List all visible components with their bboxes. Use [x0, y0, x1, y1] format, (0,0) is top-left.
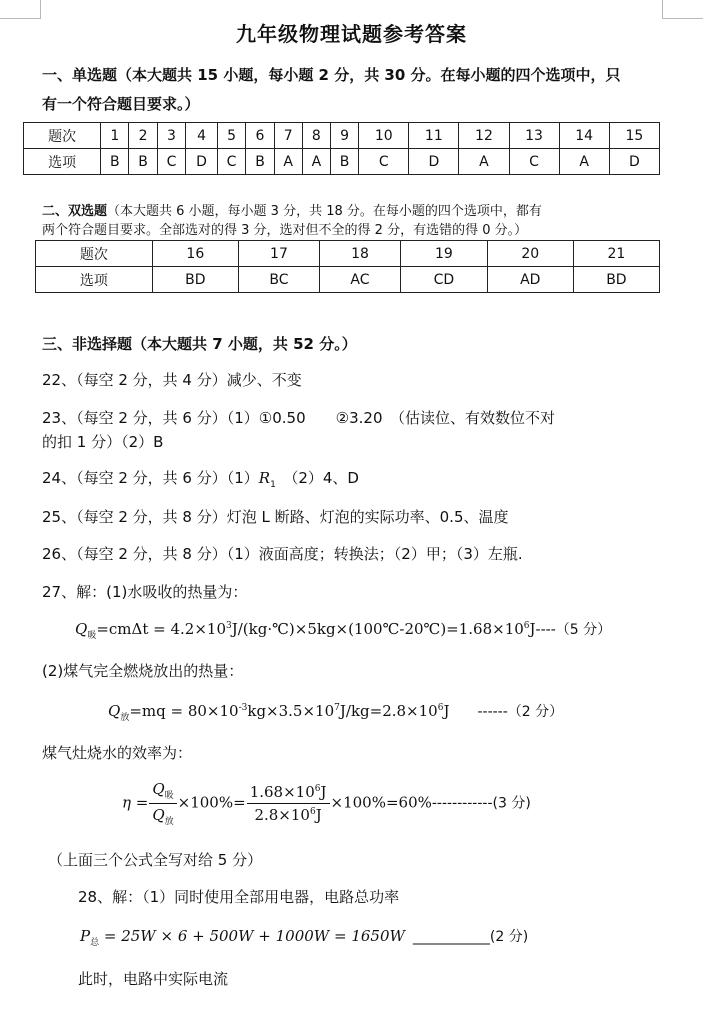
table-row-numbers — [36, 241, 660, 267]
answer-cell: A — [459, 149, 509, 175]
f3-fraction-symbolic — [149, 780, 176, 827]
question-number-cell: 9 — [330, 123, 358, 149]
q28-body: = 25W × 6 + 500W + 1000W = 1650W — [99, 927, 405, 945]
answer-cell: BC — [238, 267, 319, 293]
answer-q22: 22、（每空 2 分，共 4 分）减少、不变 — [42, 371, 302, 389]
section2-heading-rest: （本大题共 6 小题，每小题 3 分，共 18 分。在每小题的四个选项中，都有 — [107, 204, 542, 219]
f1-q: Q — [75, 620, 88, 638]
answer-cell: A — [274, 149, 302, 175]
f3-den2-unit: J — [315, 806, 322, 824]
answer-label-cell: 选项 — [36, 267, 153, 293]
q28-score: ___________(2 分) — [412, 929, 529, 945]
f3-eta: η = — [122, 793, 149, 812]
f2-exp2: 7 — [334, 703, 340, 713]
question-number-cell: 19 — [400, 241, 487, 267]
q28-formula-total-power — [80, 926, 528, 948]
table-row-answers — [36, 267, 660, 293]
f2-sub: 放 — [120, 713, 130, 723]
answer-cell: BD — [152, 267, 238, 293]
f3-den: Q — [152, 806, 165, 824]
f3-end: ×100%=60% — [330, 793, 432, 812]
answer-cell: BD — [573, 267, 659, 293]
q24-variable: R — [258, 469, 271, 487]
crop-mark-top-right — [662, 0, 703, 19]
question-number-cell: 20 — [487, 241, 573, 267]
answer-q27-part2: (2)煤气完全燃烧放出的热量： — [42, 662, 244, 680]
answer-cell: C — [359, 149, 409, 175]
answer-cell: B — [330, 149, 358, 175]
answer-q23-line1: 23、（每空 2 分，共 6 分）（1）①0.50 ②3.20 （估读位、有效数位不对 — [42, 409, 555, 427]
f3-fraction-numeric — [247, 783, 330, 824]
answer-cell: A — [559, 149, 609, 175]
question-number-cell: 15 — [609, 123, 659, 149]
answer-q27-efficiency: 煤气灶烧水的效率为： — [42, 744, 193, 762]
answer-cell: C — [509, 149, 559, 175]
q28-p: P — [80, 927, 91, 945]
f2-q: Q — [108, 702, 121, 720]
f3-score: ------------(3 分) — [431, 795, 531, 812]
answer-label-cell: 选项 — [24, 149, 101, 175]
f1-score: ----（5 分） — [535, 622, 612, 638]
table-row-answers — [24, 149, 660, 175]
answer-cell: AD — [487, 267, 573, 293]
answer-q27-intro: 27、解：(1)水吸收的热量为： — [42, 583, 248, 601]
answer-q24 — [42, 467, 359, 490]
single-choice-answer-table — [23, 122, 660, 175]
question-number-cell: 18 — [320, 241, 401, 267]
page-title: 九年级物理试题参考答案 — [236, 22, 467, 46]
q24-subscript: 1 — [270, 480, 276, 490]
answer-q28-current: 此时，电路中实际电流 — [78, 970, 229, 988]
answer-cell: C — [157, 149, 186, 175]
q27-formula-heat-absorbed — [75, 619, 611, 641]
answer-cell: AC — [320, 267, 401, 293]
f3-den2-exp: 6 — [309, 807, 316, 817]
answer-cell: D — [186, 149, 217, 175]
answer-q28-intro: 28、解：（1）同时使用全部用电器，电路总功率 — [78, 888, 400, 906]
answer-q23-line2: 的扣 1 分）（2）B — [42, 433, 164, 451]
header-label-cell: 题次 — [24, 123, 101, 149]
question-number-cell: 21 — [573, 241, 659, 267]
f3-num2-unit: J — [320, 783, 327, 801]
f3-num2-exp: 6 — [314, 784, 321, 794]
f3-num-sub: 吸 — [164, 791, 174, 801]
f1-exp2: 6 — [523, 621, 530, 631]
q27-formula-efficiency — [122, 780, 531, 827]
f1-c: J — [529, 620, 536, 638]
f1-sub: 吸 — [87, 631, 97, 641]
answer-cell: B — [101, 149, 129, 175]
question-number-cell: 10 — [359, 123, 409, 149]
f2-b: kg×3.5×10 — [247, 702, 335, 720]
q27-formula-heat-released — [108, 701, 563, 723]
q27-scoring-note: （上面三个公式全写对给 5 分） — [48, 851, 263, 869]
question-number-cell: 12 — [459, 123, 509, 149]
double-choice-answer-table — [35, 240, 660, 293]
answer-cell: D — [609, 149, 659, 175]
q24-prefix: 24、（每空 2 分，共 6 分）（1） — [42, 469, 259, 487]
question-number-cell: 5 — [217, 123, 246, 149]
answer-q25: 25、（每空 2 分，共 8 分）灯泡 L 断路、灯泡的实际功率、0.5、温度 — [42, 508, 509, 526]
question-number-cell: 14 — [559, 123, 609, 149]
crop-mark-top-left — [0, 0, 41, 19]
question-number-cell: 8 — [302, 123, 330, 149]
question-number-cell: 11 — [409, 123, 459, 149]
f1-b: J/(kg·℃)×5kg×(100℃-20℃)=1.68×10 — [231, 620, 524, 638]
answer-cell: C — [217, 149, 246, 175]
section2-heading-bold: 二、双选题 — [42, 204, 108, 219]
answer-cell: CD — [400, 267, 487, 293]
answer-cell: B — [129, 149, 157, 175]
question-number-cell: 17 — [238, 241, 319, 267]
question-number-cell: 16 — [152, 241, 238, 267]
section1-heading-line2: 有一个符合题目要求。） — [42, 95, 200, 113]
answer-cell: A — [302, 149, 330, 175]
q24-suffix: （2）4、D — [275, 469, 359, 487]
answer-cell: B — [246, 149, 274, 175]
f3-den-sub: 放 — [164, 817, 174, 827]
f2-exp3: 6 — [437, 703, 444, 713]
f1-exp1: 3 — [226, 621, 232, 631]
question-number-cell: 2 — [129, 123, 157, 149]
question-number-cell: 13 — [509, 123, 559, 149]
f2-d: J — [443, 702, 450, 720]
f2-exp1: -3 — [238, 703, 248, 713]
question-number-cell: 6 — [246, 123, 274, 149]
section1-heading-line1: 一、单选题（本大题共 15 小题，每小题 2 分，共 30 分。在每小题的四个选项中，只 — [42, 66, 621, 84]
f1-a: =cmΔt = 4.2×10 — [96, 620, 226, 638]
question-number-cell: 3 — [157, 123, 186, 149]
table-row-numbers — [24, 123, 660, 149]
section2-heading-line2: 两个符合题目要求。全部选对的得 3 分，选对但不全的得 2 分，有选错的得 0 分。） — [42, 223, 528, 238]
f2-score: ------（2 分） — [477, 704, 564, 720]
question-number-cell: 1 — [101, 123, 129, 149]
f3-num2: 1.68×10 — [249, 783, 315, 801]
f2-c: J/kg=2.8×10 — [339, 702, 438, 720]
answer-cell: D — [409, 149, 459, 175]
question-number-cell: 4 — [186, 123, 217, 149]
f3-num: Q — [152, 780, 165, 798]
question-number-cell: 7 — [274, 123, 302, 149]
header-label-cell: 题次 — [36, 241, 153, 267]
answer-q26: 26、（每空 2 分，共 8 分）（1）液面高度；转换法；（2）甲；（3）左瓶. — [42, 545, 523, 563]
section2-heading-line1 — [42, 200, 542, 219]
f3-den2: 2.8×10 — [254, 806, 310, 824]
f3-mid: ×100%= — [177, 793, 246, 812]
f2-a: =mq = 80×10 — [129, 702, 239, 720]
q28-sub: 总 — [90, 938, 100, 948]
section3-heading: 三、非选择题（本大题共 7 小题，共 52 分。） — [42, 335, 357, 353]
